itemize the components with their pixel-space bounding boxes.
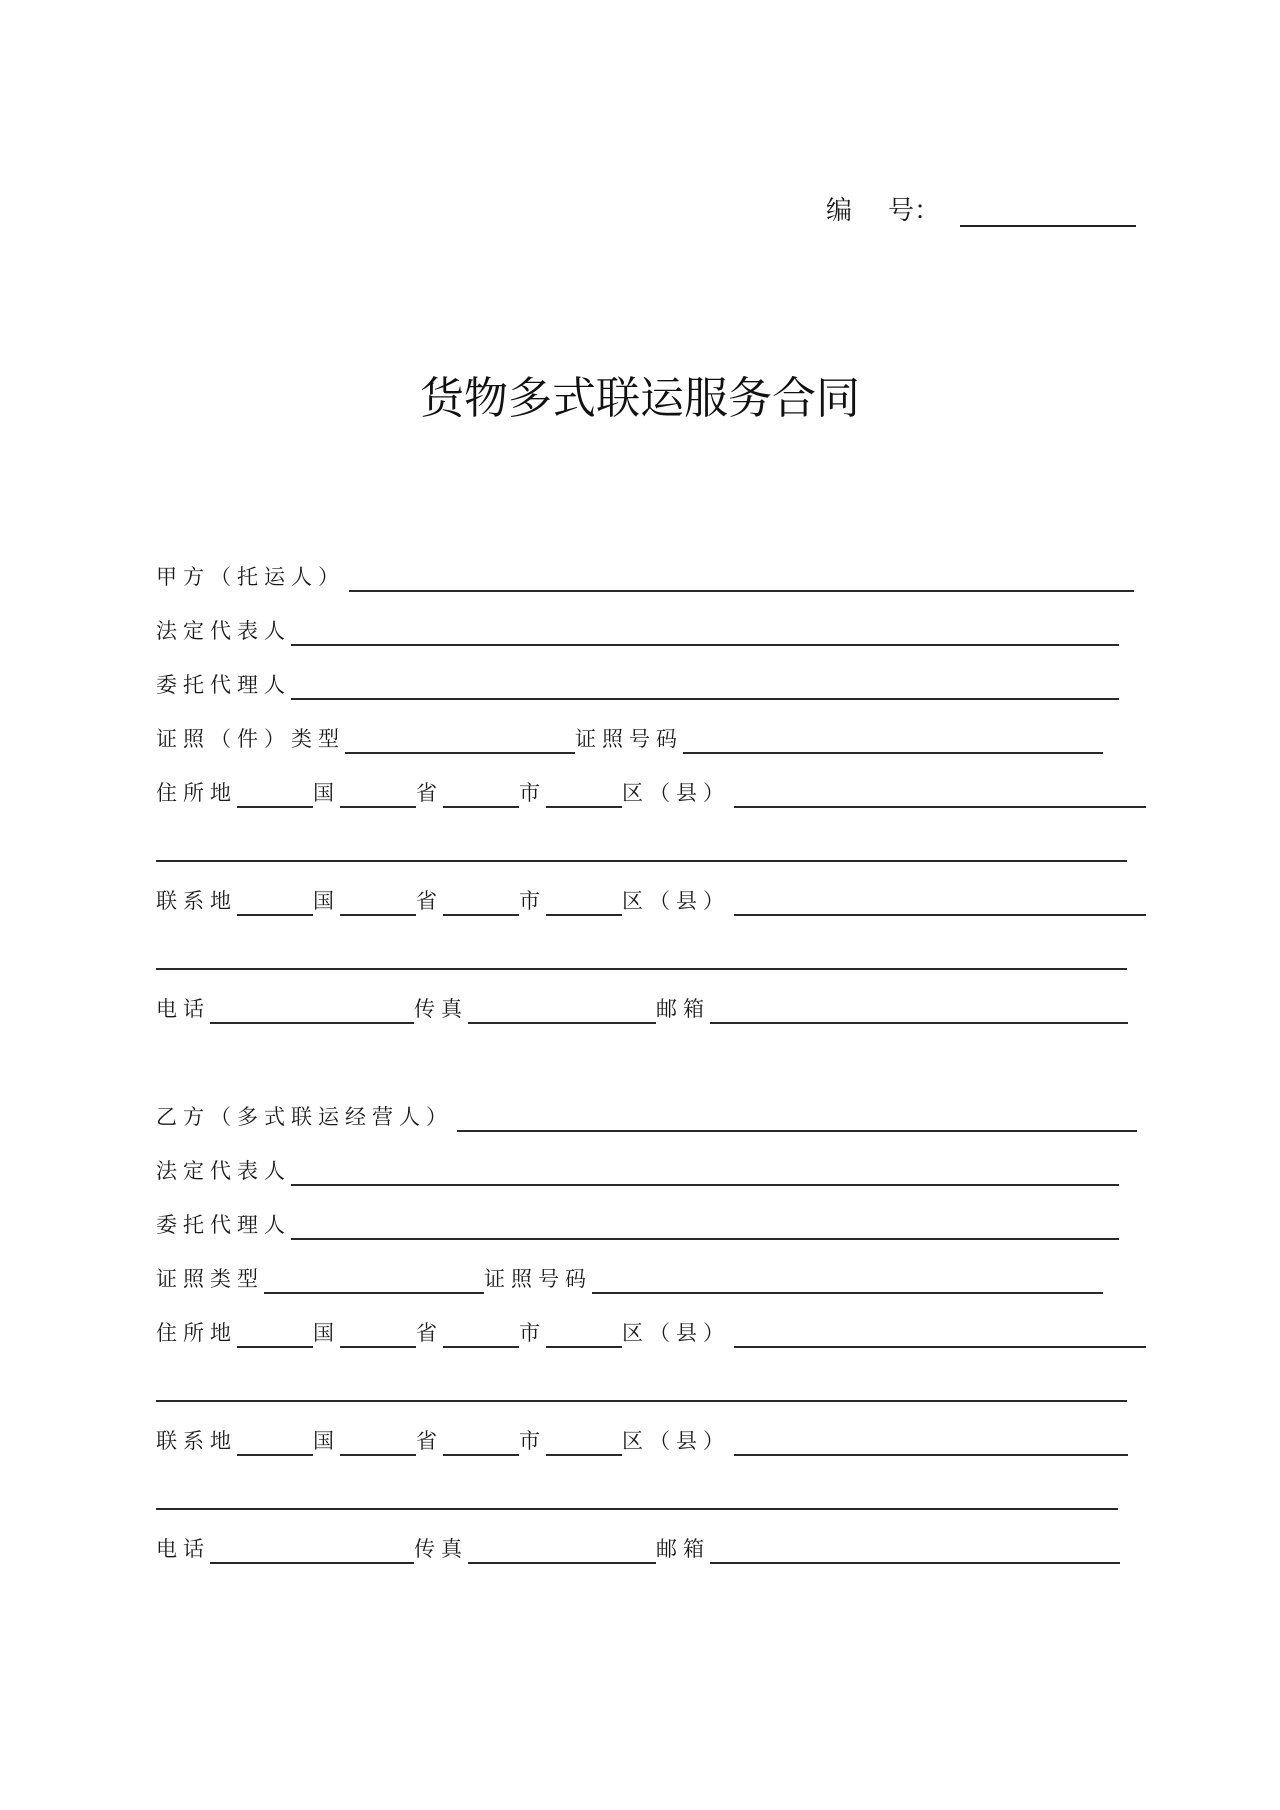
party-b-email-label: 邮箱	[656, 1537, 710, 1561]
party-a-residence-country-field[interactable]	[237, 780, 313, 808]
party-b-contact-row	[156, 1422, 1128, 1456]
party-a-name-row	[156, 558, 1134, 592]
country-label: 国	[313, 1429, 340, 1453]
party-b-phone-label: 电话	[156, 1537, 210, 1561]
serial-number	[826, 190, 1136, 227]
party-b-name-row	[156, 1098, 1137, 1132]
serial-label-2: 号：	[888, 196, 941, 226]
party-b-contact-detail-field[interactable]	[734, 1428, 1128, 1456]
party-b-id-number-label: 证照号码	[484, 1267, 592, 1291]
party-b-name-label: 乙方（多式联运经营人）	[156, 1105, 453, 1129]
party-a-email-label: 邮箱	[656, 997, 710, 1021]
party-b-residence-city-field[interactable]	[443, 1320, 519, 1348]
country-label: 国	[313, 1321, 340, 1345]
party-a-residence-continuation-field[interactable]	[156, 860, 1127, 862]
province-label: 省	[416, 889, 443, 913]
party-b-id-row	[156, 1260, 1103, 1294]
party-b-agent-label: 委托代理人	[156, 1213, 291, 1237]
city-label: 市	[519, 1321, 546, 1345]
serial-number-field[interactable]	[960, 199, 1136, 227]
party-a-contact-row	[156, 882, 1146, 916]
party-a-residence-row	[156, 774, 1146, 808]
party-b-residence-label: 住所地	[156, 1321, 237, 1345]
party-b-residence-row	[156, 1314, 1146, 1348]
serial-label-1: 编	[826, 196, 853, 226]
city-label: 市	[519, 1429, 546, 1453]
party-b-id-number-field[interactable]	[592, 1266, 1103, 1294]
party-a-contact-continuation-field[interactable]	[156, 968, 1127, 970]
city-label: 市	[519, 889, 546, 913]
province-label: 省	[416, 1429, 443, 1453]
party-b-id-type-label: 证照类型	[156, 1267, 264, 1291]
party-a-name-field[interactable]	[349, 564, 1134, 592]
party-b-name-field[interactable]	[457, 1104, 1137, 1132]
party-a-name-label: 甲方（托运人）	[156, 565, 345, 589]
district-label: 区（县）	[622, 1429, 730, 1453]
district-label: 区（县）	[622, 889, 730, 913]
party-a-id-type-field[interactable]	[345, 726, 575, 754]
party-b-legal-rep-field[interactable]	[291, 1158, 1119, 1186]
party-b-comm-row	[156, 1530, 1120, 1564]
party-a-id-number-label: 证照号码	[575, 727, 683, 751]
party-a-phone-field[interactable]	[210, 996, 414, 1024]
party-b-residence-district-field[interactable]	[546, 1320, 622, 1348]
party-a-contact-label: 联系地	[156, 889, 237, 913]
party-a-residence-city-field[interactable]	[443, 780, 519, 808]
document-title: 货物多式联运服务合同	[420, 373, 860, 424]
party-a-contact-city-field[interactable]	[443, 888, 519, 916]
party-a-contact-country-field[interactable]	[237, 888, 313, 916]
party-b-legal-rep-row	[156, 1152, 1119, 1186]
country-label: 国	[313, 781, 340, 805]
province-label: 省	[416, 1321, 443, 1345]
party-a-residence-province-field[interactable]	[340, 780, 416, 808]
party-b-legal-rep-label: 法定代表人	[156, 1159, 291, 1183]
party-a-id-type-label: 证照（件）类型	[156, 727, 345, 751]
party-b-agent-field[interactable]	[291, 1212, 1119, 1240]
party-a-contact-district-field[interactable]	[546, 888, 622, 916]
party-a-contact-province-field[interactable]	[340, 888, 416, 916]
party-b-id-type-field[interactable]	[264, 1266, 484, 1294]
province-label: 省	[416, 781, 443, 805]
party-a-comm-row	[156, 990, 1128, 1024]
party-b-residence-continuation-field[interactable]	[156, 1400, 1127, 1402]
party-a-id-number-field[interactable]	[683, 726, 1103, 754]
country-label: 国	[313, 889, 340, 913]
district-label: 区（县）	[622, 1321, 730, 1345]
party-a-phone-label: 电话	[156, 997, 210, 1021]
party-a-legal-rep-row	[156, 612, 1119, 646]
party-b-residence-province-field[interactable]	[340, 1320, 416, 1348]
party-a-legal-rep-field[interactable]	[291, 618, 1119, 646]
party-b-residence-detail-field[interactable]	[734, 1320, 1146, 1348]
party-a-agent-field[interactable]	[291, 672, 1119, 700]
party-b-phone-field[interactable]	[210, 1536, 414, 1564]
party-a-contact-detail-field[interactable]	[734, 888, 1146, 916]
party-b-fax-field[interactable]	[468, 1536, 656, 1564]
party-a-residence-detail-field[interactable]	[734, 780, 1146, 808]
party-a-agent-row	[156, 666, 1119, 700]
party-a-legal-rep-label: 法定代表人	[156, 619, 291, 643]
party-b-residence-country-field[interactable]	[237, 1320, 313, 1348]
party-a-agent-label: 委托代理人	[156, 673, 291, 697]
city-label: 市	[519, 781, 546, 805]
party-b-contact-province-field[interactable]	[340, 1428, 416, 1456]
party-a-residence-label: 住所地	[156, 781, 237, 805]
party-a-email-field[interactable]	[710, 996, 1128, 1024]
party-b-agent-row	[156, 1206, 1119, 1240]
party-b-contact-label: 联系地	[156, 1429, 237, 1453]
party-a-fax-field[interactable]	[468, 996, 656, 1024]
party-b-fax-label: 传真	[414, 1537, 468, 1561]
party-a-id-row	[156, 720, 1103, 754]
party-a-fax-label: 传真	[414, 997, 468, 1021]
district-label: 区（县）	[622, 781, 730, 805]
party-b-contact-country-field[interactable]	[237, 1428, 313, 1456]
party-b-contact-district-field[interactable]	[546, 1428, 622, 1456]
party-b-email-field[interactable]	[710, 1536, 1120, 1564]
party-a-residence-district-field[interactable]	[546, 780, 622, 808]
party-b-contact-city-field[interactable]	[443, 1428, 519, 1456]
party-b-contact-continuation-field[interactable]	[156, 1508, 1118, 1510]
